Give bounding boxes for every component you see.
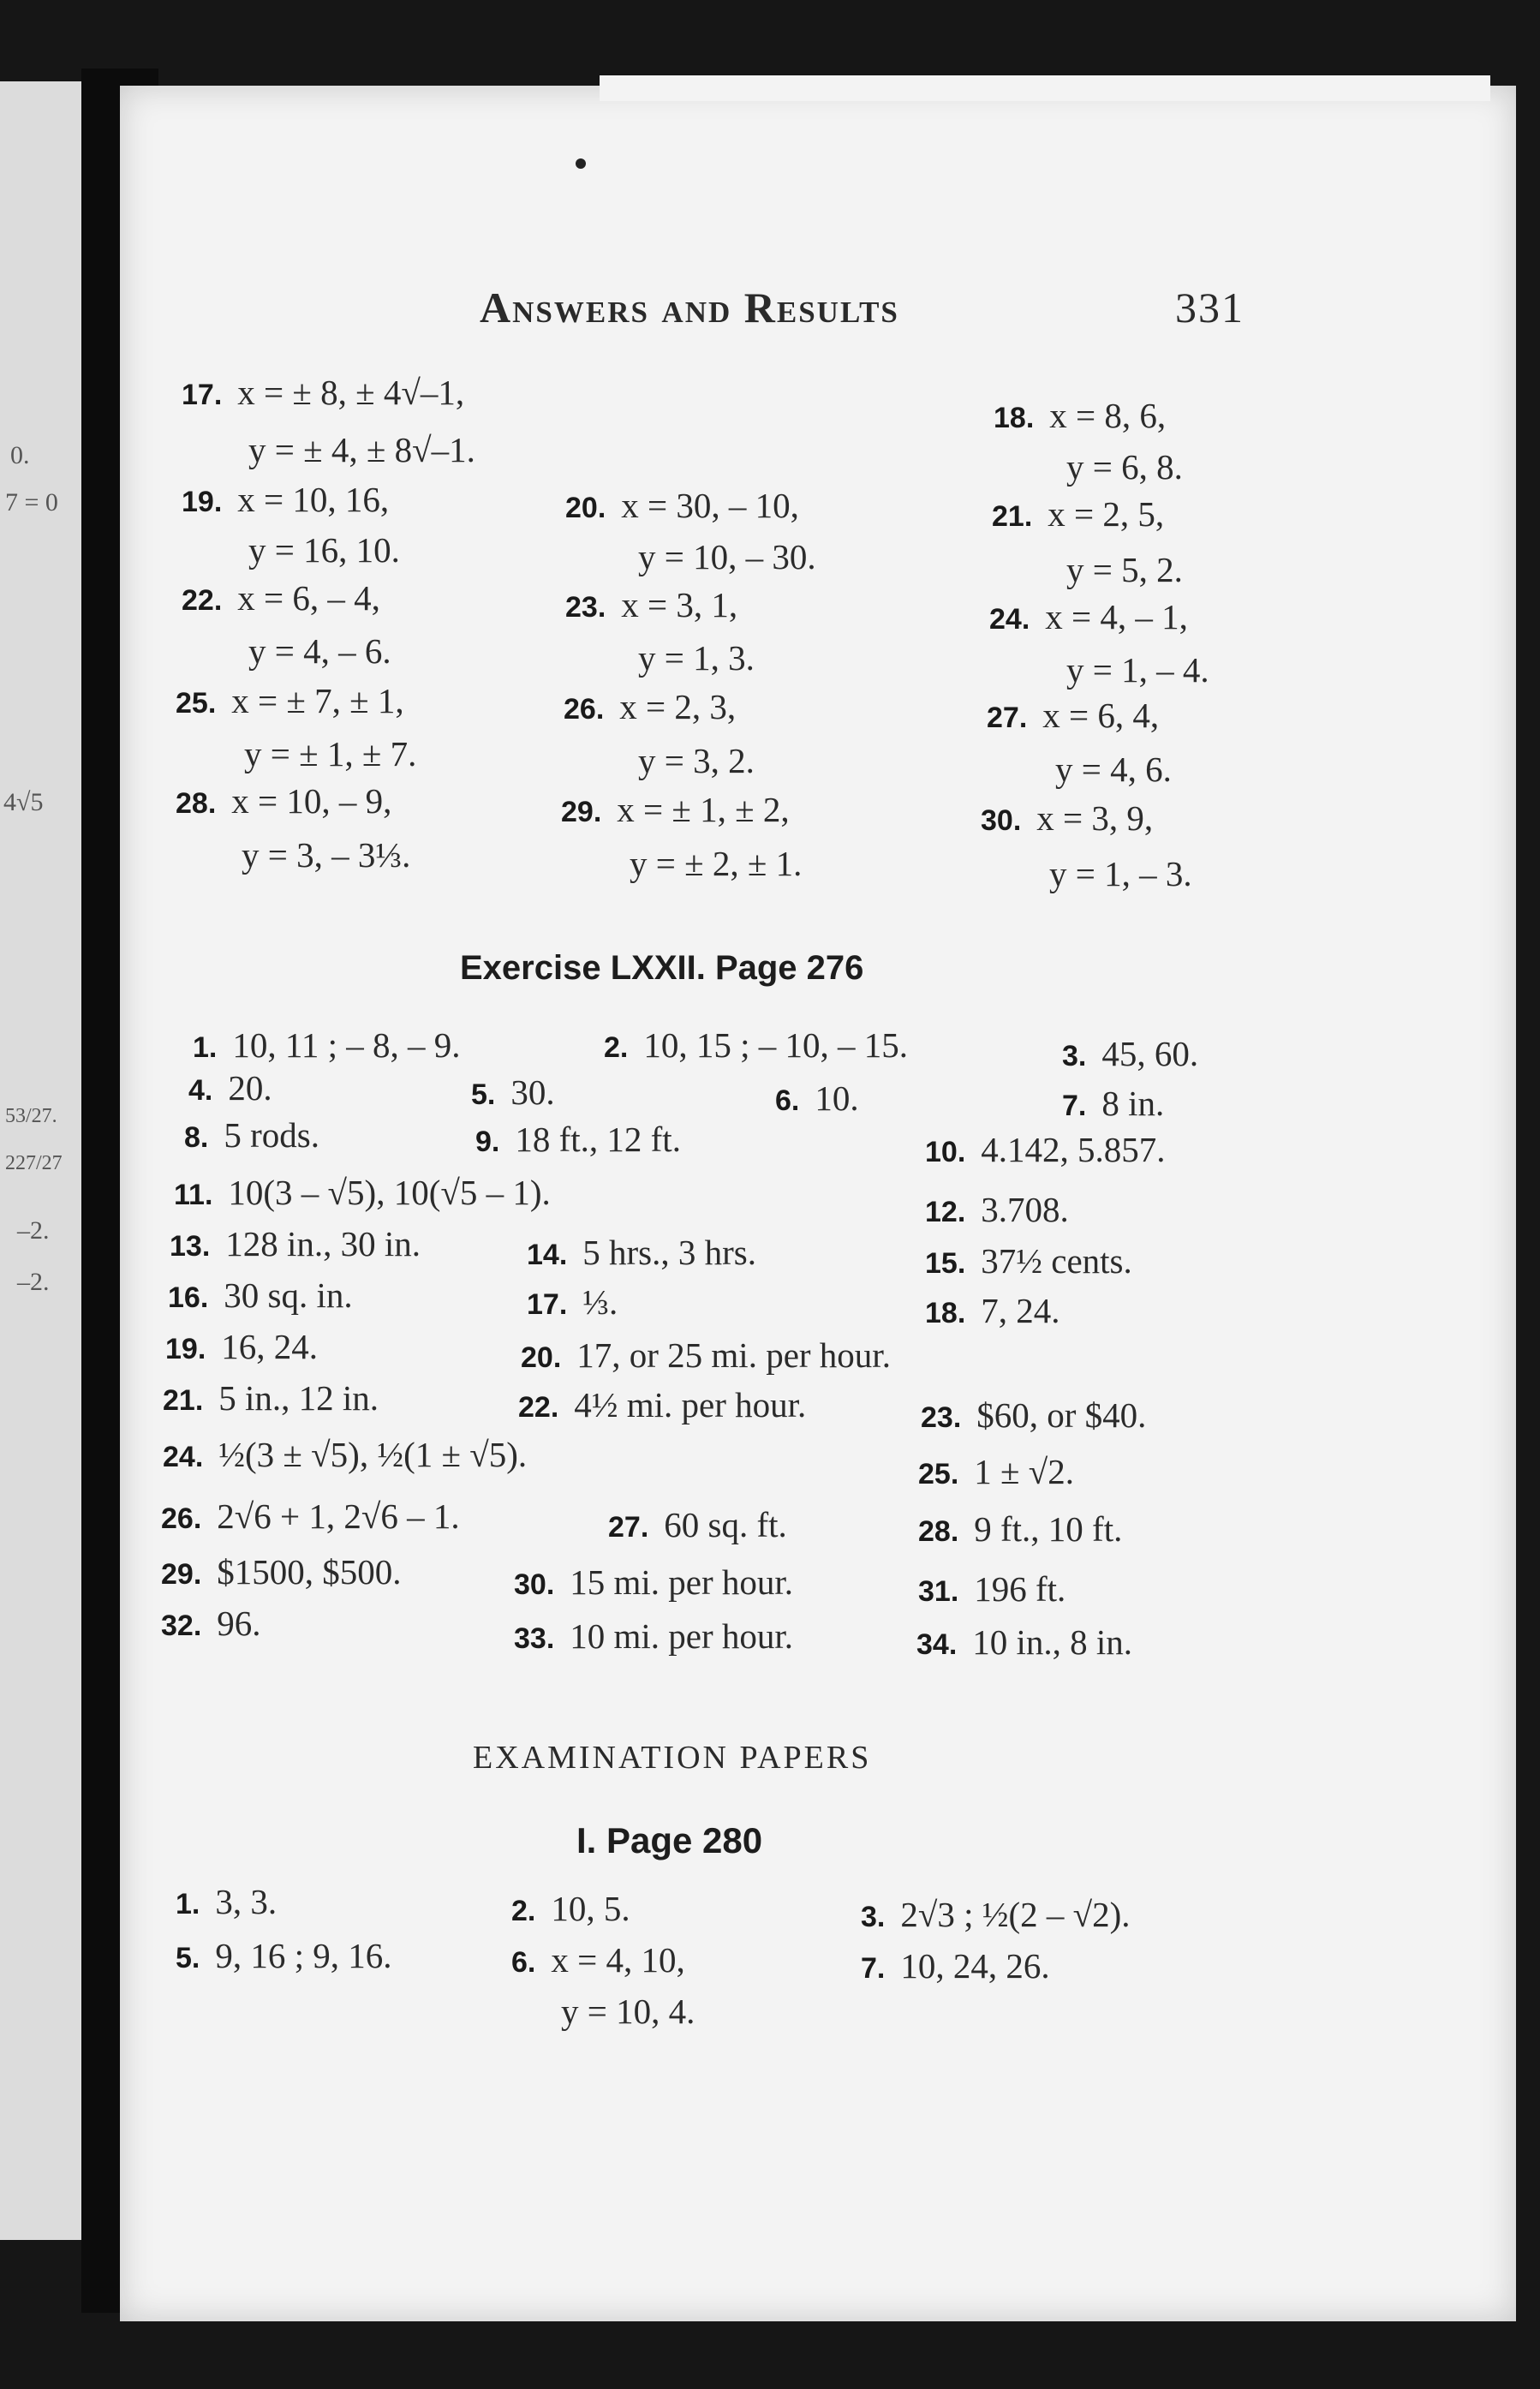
exercise-answer: 33. 10 mi. per hour.	[514, 1616, 794, 1656]
system-answer: 17. x = ± 8, ± 4√–1,	[182, 373, 465, 412]
exercise-answer: 22. 4½ mi. per hour.	[518, 1385, 807, 1424]
system-answer: 27. x = 6, 4,	[987, 696, 1160, 735]
exercise-answer: 11. 10(3 – √5), 10(√5 – 1).	[174, 1173, 551, 1212]
exercise-answer: 34. 10 in., 8 in.	[916, 1622, 1133, 1662]
exercise-answer: 4. 20.	[188, 1068, 272, 1108]
system-answer-line: y = 1, – 3.	[1049, 854, 1192, 893]
system-answer: 18. x = 8, 6,	[994, 396, 1167, 435]
exercise-answer: 8. 5 rods.	[184, 1115, 319, 1155]
system-answer-line: y = 10, – 30.	[638, 537, 816, 576]
exercise-answer: 27. 60 sq. ft.	[608, 1505, 787, 1544]
left-fragment: 0.	[10, 441, 30, 469]
system-answer-line: y = 16, 10.	[248, 530, 400, 570]
left-fragment: 227/27	[5, 1152, 63, 1174]
system-answer-line: y = 1, – 4.	[1066, 650, 1209, 690]
left-fragment: –2.	[17, 1216, 50, 1245]
exercise-answer: 26. 2√6 + 1, 2√6 – 1.	[161, 1496, 460, 1536]
exercise-answer: 12. 3.708.	[925, 1190, 1069, 1229]
system-answer-line: y = ± 4, ± 8√–1.	[248, 430, 475, 469]
system-answer: 28. x = 10, – 9,	[176, 781, 392, 821]
exam-answer: 7. 10, 24, 26.	[861, 1946, 1050, 1986]
system-answer-line: y = 3, 2.	[638, 741, 755, 780]
system-answer: 21. x = 2, 5,	[992, 494, 1165, 534]
exam-answer: 3. 2√3 ; ½(2 – √2).	[861, 1895, 1131, 1934]
exercise-answer: 17. ⅓.	[527, 1282, 618, 1322]
exercise-answer: 9. 18 ft., 12 ft.	[475, 1120, 681, 1159]
exercise-answer: 32. 96.	[161, 1604, 261, 1643]
exercise-answer: 14. 5 hrs., 3 hrs.	[527, 1233, 756, 1272]
system-answer-line: y = 4, – 6.	[248, 631, 391, 671]
exercise-answer: 18. 7, 24.	[925, 1291, 1060, 1330]
left-fragment: 53/27.	[5, 1105, 57, 1127]
exam-answer: 5. 9, 16 ; 9, 16.	[176, 1936, 392, 1975]
ink-dot	[576, 158, 586, 169]
exercise-answer: 15. 37½ cents.	[925, 1241, 1132, 1281]
system-answer: 25. x = ± 7, ± 1,	[176, 681, 404, 720]
exercise-answer: 7. 8 in.	[1062, 1084, 1165, 1123]
exercise-answer: 30. 15 mi. per hour.	[514, 1562, 794, 1602]
system-answer: 20. x = 30, – 10,	[565, 486, 799, 525]
exercise-answer: 6. 10.	[775, 1078, 859, 1118]
system-answer: 24. x = 4, – 1,	[989, 597, 1188, 636]
running-head: Answers and Results	[480, 284, 899, 331]
exam-subheading: I. Page 280	[576, 1820, 763, 1860]
system-answer-line: y = ± 2, ± 1.	[630, 844, 803, 883]
system-answer: 23. x = 3, 1,	[565, 585, 738, 624]
exercise-answer: 23. $60, or $40.	[921, 1395, 1147, 1435]
exercise-answer: 25. 1 ± √2.	[918, 1452, 1075, 1491]
system-answer: 29. x = ± 1, ± 2,	[561, 790, 790, 829]
exercise-answer: 19. 16, 24.	[165, 1327, 319, 1366]
exercise-answer: 29. $1500, $500.	[161, 1552, 402, 1592]
exercise-answer: 31. 196 ft.	[918, 1569, 1066, 1609]
system-answer: 22. x = 6, – 4,	[182, 578, 380, 618]
exam-answer-line: y = 10, 4.	[561, 1992, 695, 2031]
left-fragment: –2.	[17, 1268, 50, 1296]
exercise-answer: 28. 9 ft., 10 ft.	[918, 1509, 1123, 1549]
exercise-answer: 3. 45, 60.	[1062, 1034, 1199, 1073]
system-answer: 19. x = 10, 16,	[182, 480, 390, 519]
system-answer-line: y = 1, 3.	[638, 638, 755, 678]
exercise-heading: Exercise LXXII. Page 276	[460, 949, 864, 987]
left-fragment: 7 = 0	[5, 488, 58, 517]
exercise-answer: 24. ½(3 ± √5), ½(1 ± √5).	[163, 1435, 528, 1474]
system-answer-line: y = ± 1, ± 7.	[244, 734, 417, 773]
system-answer-line: y = 3, – 3⅓.	[242, 835, 411, 875]
exercise-answer: 16. 30 sq. in.	[168, 1275, 353, 1315]
exam-answer: 2. 10, 5.	[511, 1889, 630, 1928]
exercise-answer: 5. 30.	[471, 1072, 555, 1112]
system-answer: 30. x = 3, 9,	[981, 798, 1154, 838]
exam-answer: 1. 3, 3.	[176, 1882, 278, 1921]
system-answer-line: y = 4, 6.	[1055, 750, 1172, 789]
page-top-edge	[600, 75, 1490, 101]
system-answer-line: y = 6, 8.	[1066, 447, 1183, 487]
page-number: 331	[1175, 284, 1245, 331]
exam-heading: EXAMINATION PAPERS	[473, 1740, 872, 1776]
exercise-answer: 13. 128 in., 30 in.	[170, 1224, 421, 1263]
exercise-answer: 2. 10, 15 ; – 10, – 15.	[604, 1025, 909, 1065]
left-fragment: 4√5	[3, 788, 44, 816]
exercise-answer: 20. 17, or 25 mi. per hour.	[521, 1335, 891, 1375]
system-answer: 26. x = 2, 3,	[564, 687, 737, 726]
exercise-answer: 10. 4.142, 5.857.	[925, 1130, 1166, 1169]
exercise-answer: 1. 10, 11 ; – 8, – 9.	[193, 1025, 461, 1065]
system-answer-line: y = 5, 2.	[1066, 550, 1183, 589]
exam-answer: 6. x = 4, 10,	[511, 1940, 685, 1980]
exercise-answer: 21. 5 in., 12 in.	[163, 1378, 379, 1418]
